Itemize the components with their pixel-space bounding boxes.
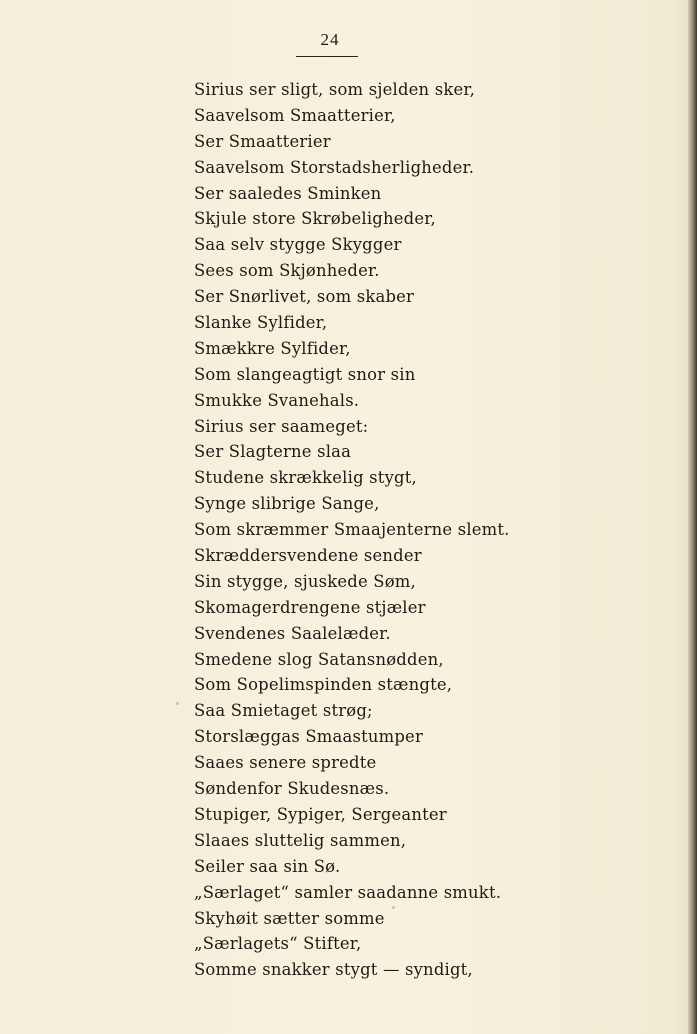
poem-line: Studene skrækkelig stygt, [194,468,417,488]
poem-text [194,77,510,983]
poem-line: Som Sopelimspinden stængte, [194,675,453,695]
paper-speck [176,702,179,705]
poem-line: Sirius ser saameget: [194,416,369,436]
poem-line: Smækkre Sylfider, [194,338,351,358]
poem-line: Smedene slog Satansnødden, [194,649,444,669]
paper-speck [392,906,395,909]
page-number: 24 [320,30,340,49]
poem-line: Somme snakker stygt — syndigt, [194,960,473,980]
poem-line: Skyhøit sætter somme [194,908,385,928]
poem-line: Smukke Svanehals. [194,390,360,410]
poem-line: Skomagerdrengene stjæler [194,597,426,617]
poem-line: Som slangeagtigt snor sin [194,364,416,384]
page-edge-shadow [688,0,697,1034]
poem-line: Søndenfor Skudesnæs. [194,779,390,799]
poem-line: Slaaes sluttelig sammen, [194,830,407,850]
poem-line: Stupiger, Sypiger, Sergeanter [194,804,447,824]
page-number-rule [296,56,358,57]
poem-line: Seiler saa sin Sø. [194,856,341,876]
poem-line: Sirius ser sligt, som sjelden sker, [194,80,475,99]
poem-line: Synge slibrige Sange, [194,494,380,514]
poem-line: Ser Snørlivet, som skaber [194,287,415,307]
poem-line: Ser Smaatterier [194,131,331,151]
poem-line: Saavelsom Storstadsherligheder. [194,157,475,177]
poem-line: „Særlagets“ Stifter, [194,934,362,954]
poem-line: Saa Smietaget strøg; [194,701,373,721]
poem-line: Som skræmmer Smaajenterne slemt. [194,520,510,540]
poem-line: Saavelsom Smaatterier, [194,105,396,125]
poem-line: Saa selv stygge Skygger [194,235,402,255]
poem-line: Skræddersvendene sender [194,546,422,566]
poem-line: Sees som Skjønheder. [194,261,380,281]
poem-line: Saaes senere spredte [194,753,377,773]
poem-line: Svendenes Saalelæder. [194,623,391,643]
poem-line: Ser Slagterne slaa [194,442,352,462]
poem-line: Sin stygge, sjuskede Søm, [194,571,416,591]
poem-line: Skjule store Skrøbeligheder, [194,209,436,229]
poem-line: Ser saaledes Sminken [194,183,382,203]
poem-line: Slanke Sylfider, [194,313,328,333]
poem-line: Storslæggas Smaastumper [194,727,423,747]
poem-line: „Særlaget“ samler saadanne smukt. [194,882,502,902]
